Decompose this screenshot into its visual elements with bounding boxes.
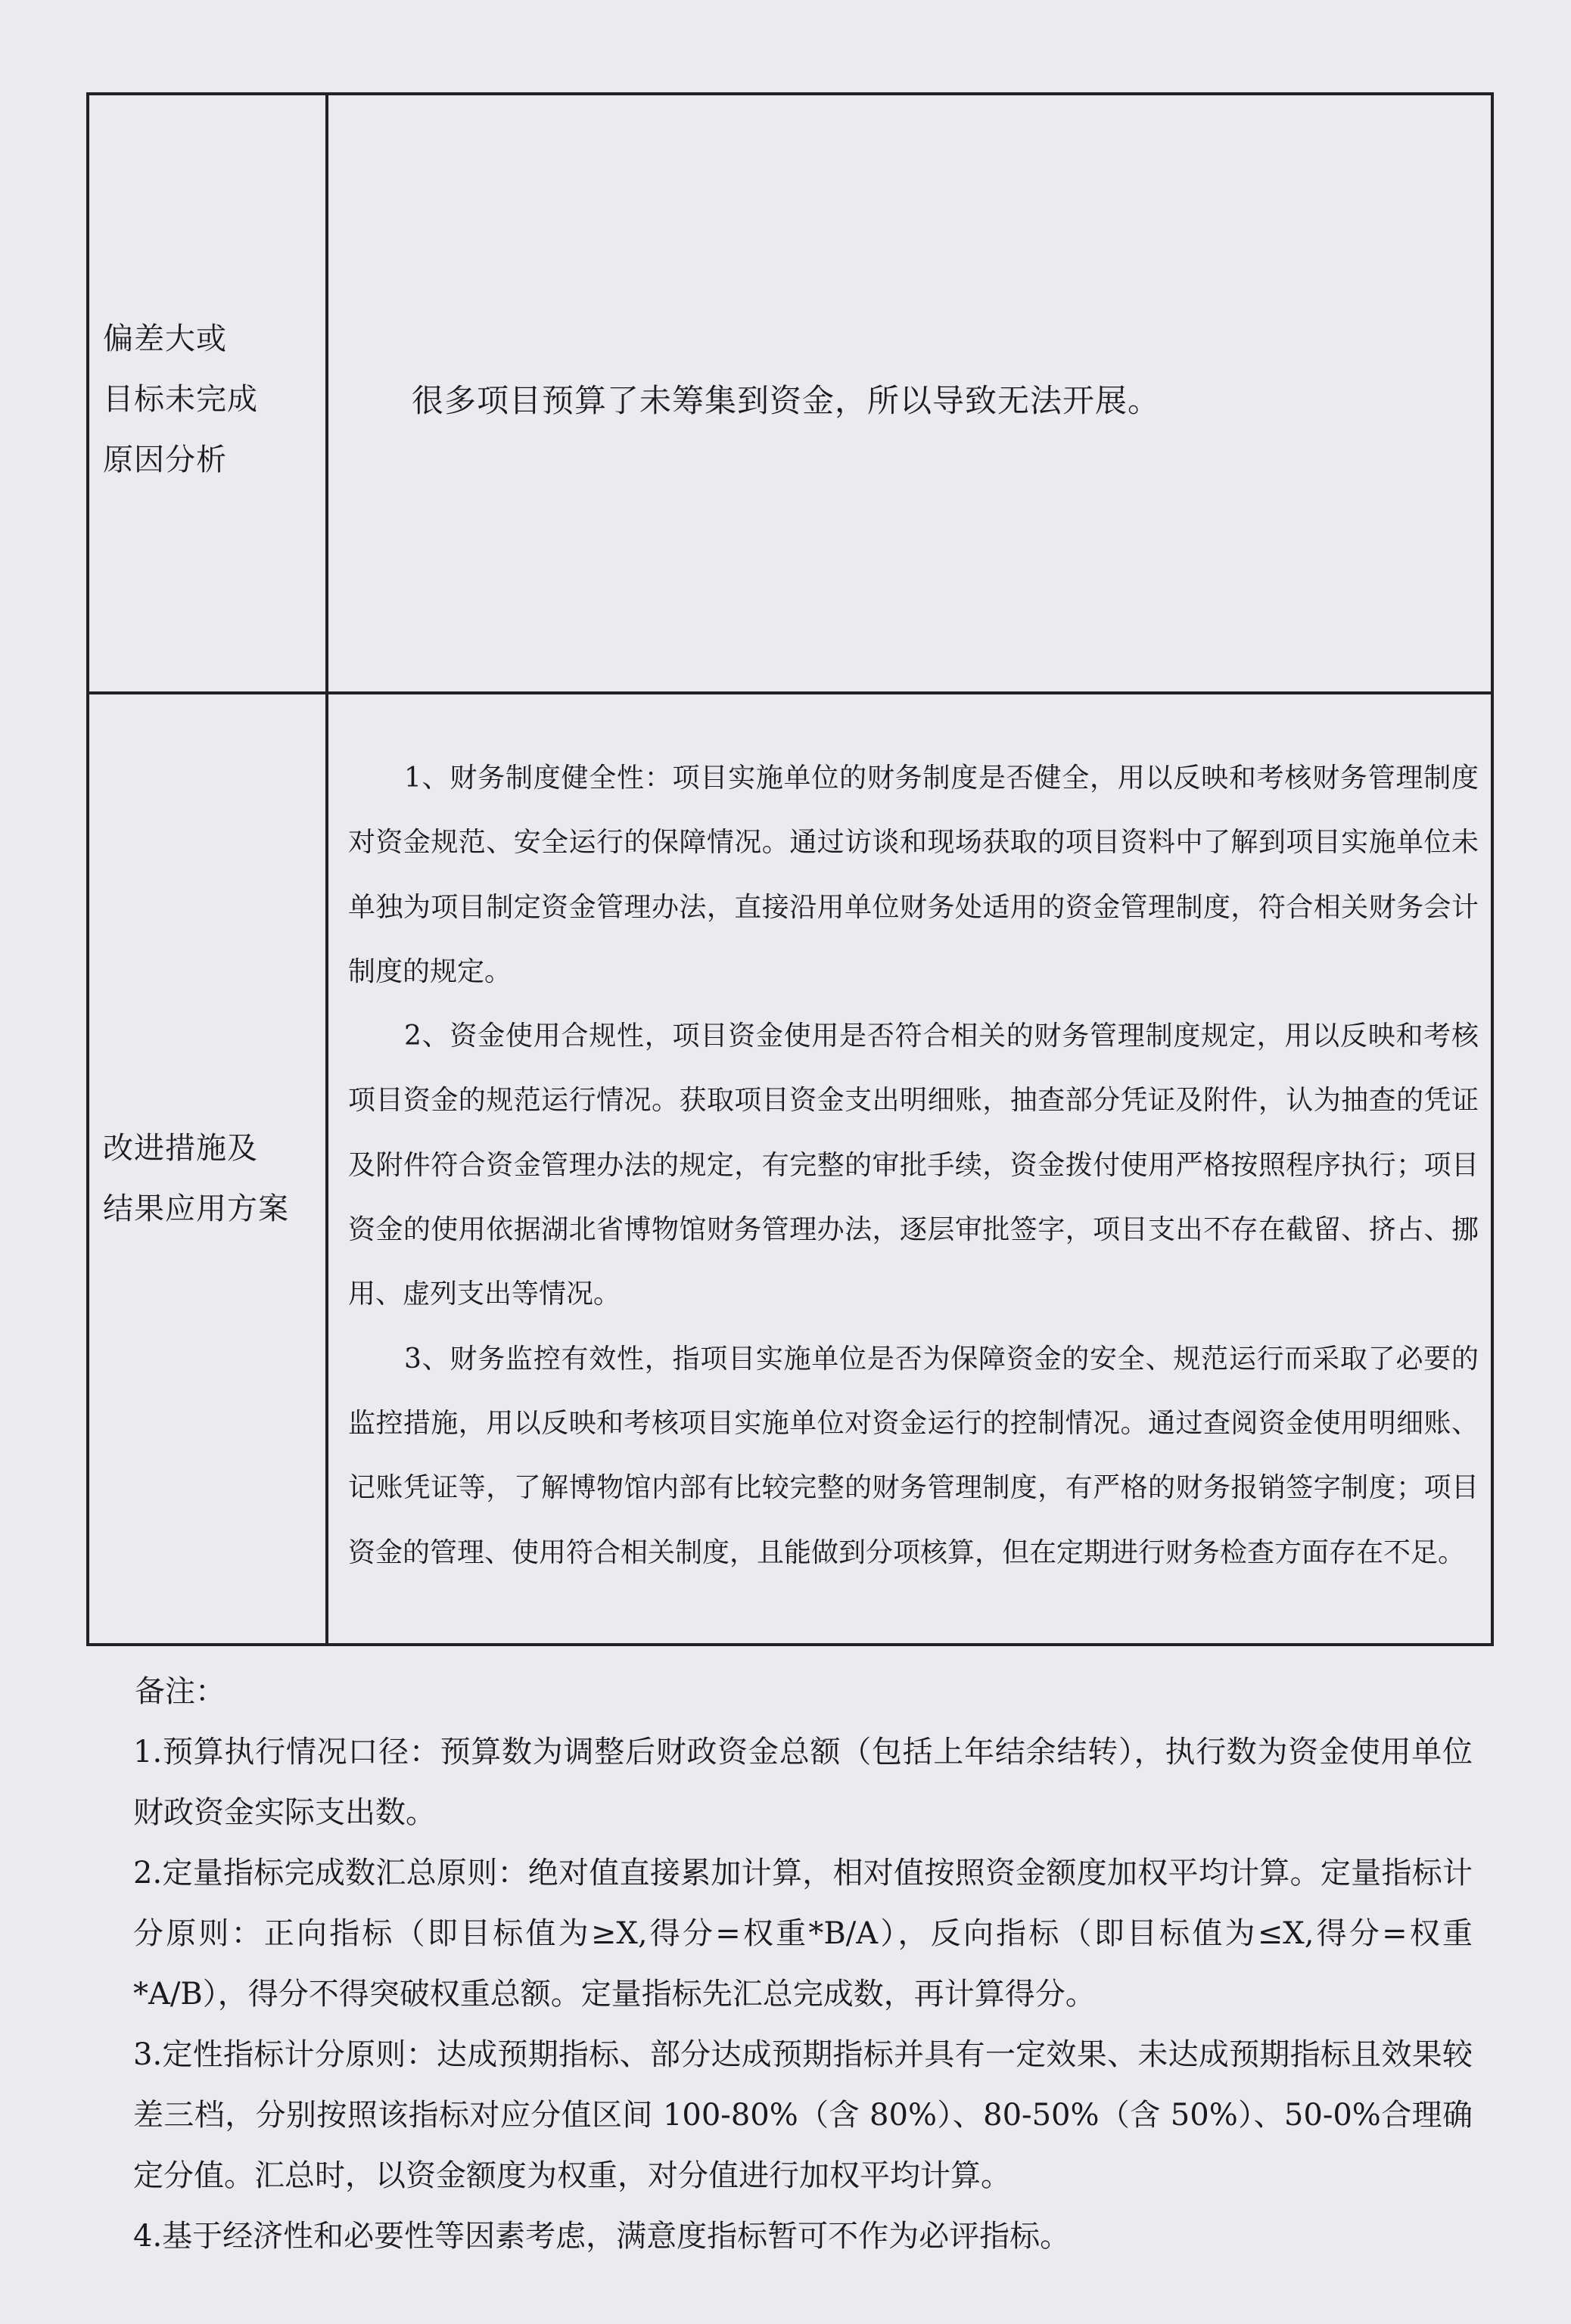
notes-section xyxy=(133,1661,1473,2267)
note-item: 4.基于经济性和必要性等因素考虑，满意度指标暂可不作为必评指标。 xyxy=(133,2219,1071,2254)
note-item: 3.定性指标计分原则：达成预期指标、部分达成预期指标并具有一定效果、未达成预期指标且效果较差三档，分别按照该指标对应分值区间 100-80%（含 80%）、80-50%（含 50%）、50-0%合理确定分值。汇总时，以资金额度为权重，对分值进行加权平均计算。 xyxy=(133,2037,1473,2193)
improvement-plan-content xyxy=(348,746,1479,1585)
label-line: 改进措施及 xyxy=(103,1131,258,1166)
label-line: 目标未完成 xyxy=(103,382,258,417)
paragraph-fund-compliance: 2、资金使用合规性，项目资金使用是否符合相关的财务管理制度规定，用以反映和考核项目资金的规范运行情况。获取项目资金支出明细账，抽查部分凭证及附件，认为抽查的凭证及附件符合资金管理办法的规定，有完整的审批手续，资金拨付使用严格按照程序执行；项目资金的使用依据湖北省博物馆财务管理办法，逐层审批签字，项目支出不存在截留、挤占、挪用、虚列支出等情况。 xyxy=(348,1021,1479,1310)
deviation-analysis-content: 很多项目预算了未筹集到资金，所以导致无法开展。 xyxy=(412,382,1161,419)
row-label-improvement-plan xyxy=(103,1118,322,1239)
label-line: 偏差大或 xyxy=(103,322,227,356)
note-item: 1.预算执行情况口径：预算数为调整后财政资金总额（包括上年结余结转），执行数为资金使用单位财政资金实际支出数。 xyxy=(133,1735,1473,1830)
label-line: 原因分析 xyxy=(103,443,227,477)
paragraph-financial-system: 1、财务制度健全性：项目实施单位的财务制度是否健全，用以反映和考核财务管理制度对资金规范、安全运行的保障情况。通过访谈和现场获取的项目资料中了解到项目实施单位未单独为项目制定资金管理办法，直接沿用单位财务处适用的资金管理制度，符合相关财务会计制度的规定。 xyxy=(348,763,1479,987)
label-line: 结果应用方案 xyxy=(103,1192,289,1226)
notes-title: 备注： xyxy=(135,1674,226,1709)
note-item: 2.定量指标完成数汇总原则：绝对值直接累加计算，相对值按照资金额度加权平均计算。定量指标计分原则：正向指标（即目标值为≥X,得分=权重*B/A），反向指标（即目标值为≤X,得分=权重*A/B），得分不得突破权重总额。定量指标先汇总完成数，再计算得分。 xyxy=(133,1856,1473,2012)
table-row-divider xyxy=(86,691,1494,694)
paragraph-financial-monitoring: 3、财务监控有效性，指项目实施单位是否为保障资金的安全、规范运行而采取了必要的监控措施，用以反映和考核项目实施单位对资金运行的控制情况。通过查阅资金使用明细账、记账凭证等，了解博物馆内部有比较完整的财务管理制度，有严格的财务报销签字制度；项目资金的管理、使用符合相关制度，且能做到分项核算，但在定期进行财务检查方面存在不足。 xyxy=(348,1343,1479,1568)
table-column-divider xyxy=(325,92,328,1646)
row-label-deviation-analysis xyxy=(103,309,322,490)
